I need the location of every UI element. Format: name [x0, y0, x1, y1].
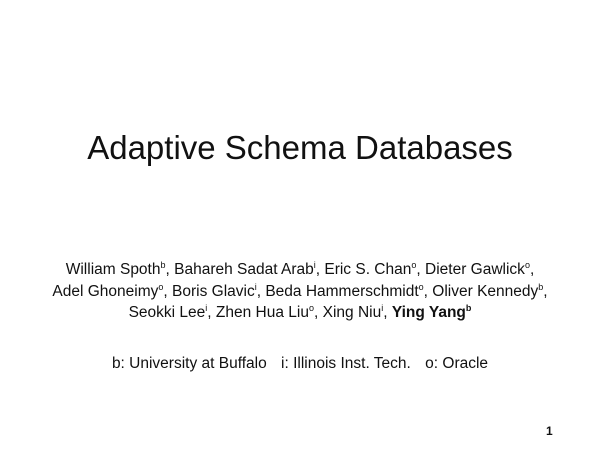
affiliation-oracle: o: Oracle	[425, 355, 489, 372]
affiliation-iit: i: Illinois Inst. Tech.	[281, 355, 411, 372]
author-list	[20, 259, 580, 324]
affiliation-marker: o	[308, 302, 314, 313]
author-name: Boris Glavic$^i$,	[172, 281, 266, 300]
affiliation-marker: i	[313, 259, 316, 270]
author-name: Eric S. Chan$^o$,	[324, 259, 426, 278]
author-line	[20, 281, 580, 303]
page-number: 1	[546, 424, 553, 438]
author-name: Beda Hammerschmidt$^o$,	[265, 281, 433, 300]
affiliation-marker: o	[524, 259, 530, 270]
affiliation-marker: b	[538, 281, 544, 292]
author-name: Dieter Gawlick$^o$,	[425, 259, 535, 278]
author-name: Adel Ghoneimy$^o$,	[52, 281, 173, 300]
affiliation-marker: i	[205, 302, 208, 313]
author-name: Seokki Lee$^i$,	[128, 302, 216, 321]
presenter-author-name: Ying Yang$^b$	[391, 302, 472, 321]
affiliation-marker: i	[381, 302, 384, 313]
slide-title: Adaptive Schema Databases	[87, 129, 513, 166]
affiliation-marker: o	[158, 281, 164, 292]
author-line	[20, 259, 580, 281]
author-line	[20, 302, 580, 324]
author-name: William Spoth$^b$,	[65, 259, 175, 278]
affiliation-buffalo: b: University at Buffalo	[111, 355, 267, 372]
affiliation-marker: o	[411, 259, 417, 270]
affiliation-marker: i	[254, 281, 257, 292]
affiliation-marker: o	[418, 281, 424, 292]
affiliation-marker: b	[160, 259, 166, 270]
author-name: Zhen Hua Liu$^o$,	[215, 302, 323, 321]
author-name: Oliver Kennedy$^b$,	[432, 281, 548, 300]
affiliation-legend	[0, 353, 600, 374]
affiliation-marker: b	[465, 302, 472, 313]
author-name: Xing Niu$^i$,	[322, 302, 392, 321]
author-name: Bahareh Sadat Arab$^i$,	[174, 259, 325, 278]
